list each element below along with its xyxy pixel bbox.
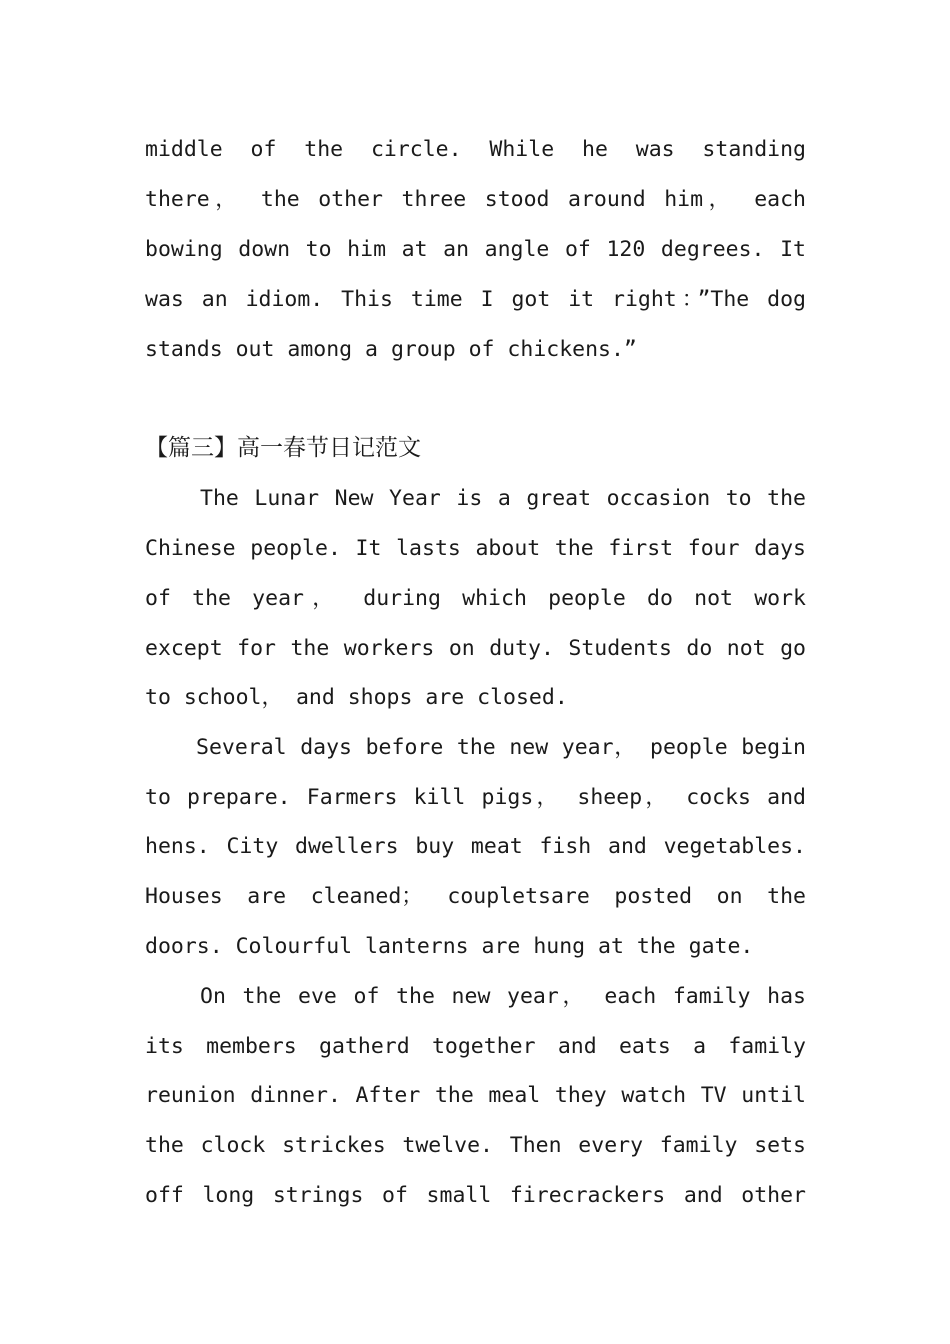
text-line: was an idiom. This time I got it right：”The dog (145, 287, 806, 312)
text-line: stands out among a group of chickens.” (145, 337, 637, 362)
text-line: of the year， during which people do not work (145, 586, 806, 611)
text-line: the clock strickes twelve. Then every family sets (145, 1133, 806, 1158)
text-line: Several days before the new year， people begin (196, 735, 806, 760)
text-line: to prepare. Farmers kill pigs， sheep， cocks and (145, 785, 806, 810)
text-line: Chinese people. It lasts about the first four days (145, 536, 806, 561)
text-line: hens. City dwellers buy meat fish and vegetables. (145, 834, 806, 859)
text-line: doors. Colourful lanterns are hung at the gate. (145, 934, 754, 959)
text-line: middle of the circle. While he was standing (145, 137, 806, 162)
section-heading: 【篇三】高一春节日记范文 (145, 435, 421, 461)
text-line: its members gatherd together and eats a family (145, 1034, 806, 1059)
text-line: Houses are cleaned； coupletsare posted on the (145, 884, 806, 909)
text-line: off long strings of small firecrackers and other (145, 1183, 806, 1208)
text-line: On the eve of the new year， each family has (200, 984, 806, 1009)
text-line: there， the other three stood around him， each (145, 187, 806, 212)
text-line: bowing down to him at an angle of 120 degrees. It (145, 237, 806, 262)
text-line: reunion dinner. After the meal they watch TV until (145, 1083, 806, 1108)
text-line: to school， and shops are closed. (145, 685, 568, 710)
text-line: The Lunar New Year is a great occasion to the (200, 486, 806, 511)
text-line: except for the workers on duty. Students do not go (145, 636, 806, 661)
